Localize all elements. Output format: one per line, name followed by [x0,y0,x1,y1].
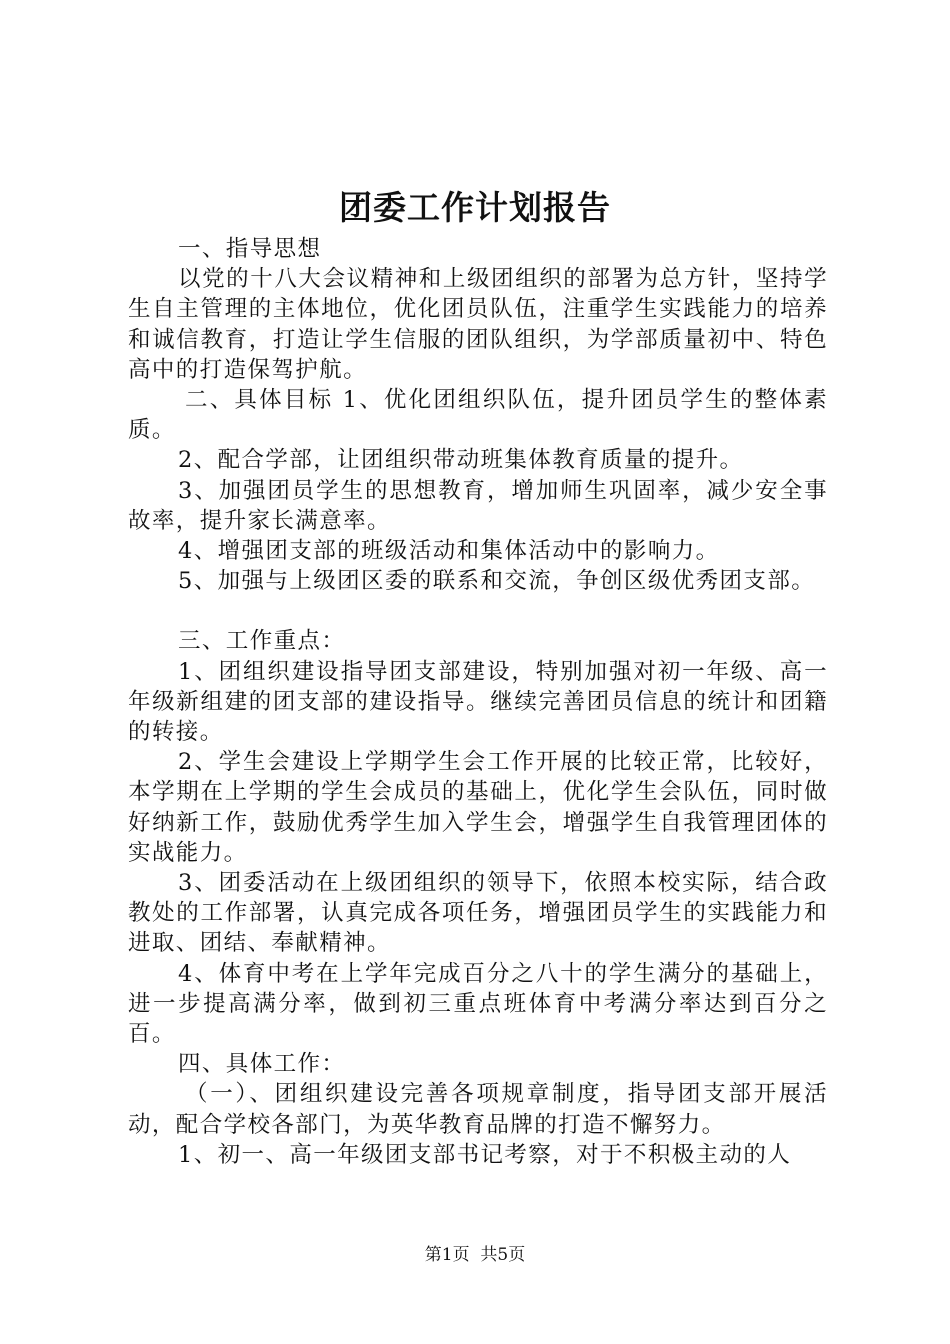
list-item: 2、学生会建设上学期学生会工作开展的比较正常，比较好，本学期在上学期的学生会成员的基础上，优化学生会队伍，同时做好纳新工作，鼓励优秀学生加入学生会，增强学生自我管理团体的实战能力。 [128,749,828,866]
list-item: 3、团委活动在上级团组织的领导下，依照本校实际，结合政教处的工作部署，认真完成各项任务，增强团员学生的实践能力和进取、团结、奉献精神。 [128,870,828,957]
list-item: 5、加强与上级团区委的联系和交流，争创区级优秀团支部。 [178,568,816,595]
sub-section-heading: （一）、团组织建设完善各项规章制度，指导团支部开展活动，配合学校各部门，为英华教育品牌的打造不懈努力。 [128,1081,828,1138]
list-item: 4、增强团支部的班级活动和集体活动中的影响力。 [178,538,720,565]
paragraph: 以党的十八大会议精神和上级团组织的部署为总方针，坚持学生自主管理的主体地位，优化团员队伍，注重学生实践能力的培养和诚信教育，打造让学生信服的团队组织，为学部质量初中、特色高中的打造保驾护航。 [128,266,828,383]
page-number-footer: 第1页 共5页 [424,1245,526,1265]
section-heading-work-focus: 三、工作重点： [178,628,346,655]
list-item: 3、加强团员学生的思想教育，增加师生巩固率，减少安全事故率，提升家长满意率。 [128,477,828,534]
list-item: 2、配合学部，让团组织带动班集体教育质量的提升。 [178,447,744,474]
section-heading-guiding-thought: 一、指导思想 [178,236,322,262]
blank-line [128,596,828,626]
document-body [128,234,828,1170]
list-item: 1、初一、高一年级团支部书记考察，对于不积极主动的人 [178,1141,792,1168]
section-heading-specific-work: 四、具体工作： [178,1051,346,1078]
list-item: 4、体育中考在上学年完成百分之八十的学生满分的基础上，进一步提高满分率，做到初三重点班体育中考满分率达到百分之百。 [128,960,828,1048]
page-title: 团委工作计划报告 [339,188,611,227]
section-heading-specific-goals: 二、具体目标 1、优化团组织队伍，提升团员学生的整体素质。 [128,387,828,444]
list-item: 1、团组织建设指导团支部建设，特别加强对初一年级、高一年级新组建的团支部的建设指导。继续完善团员信息的统计和团籍的转接。 [128,658,828,746]
